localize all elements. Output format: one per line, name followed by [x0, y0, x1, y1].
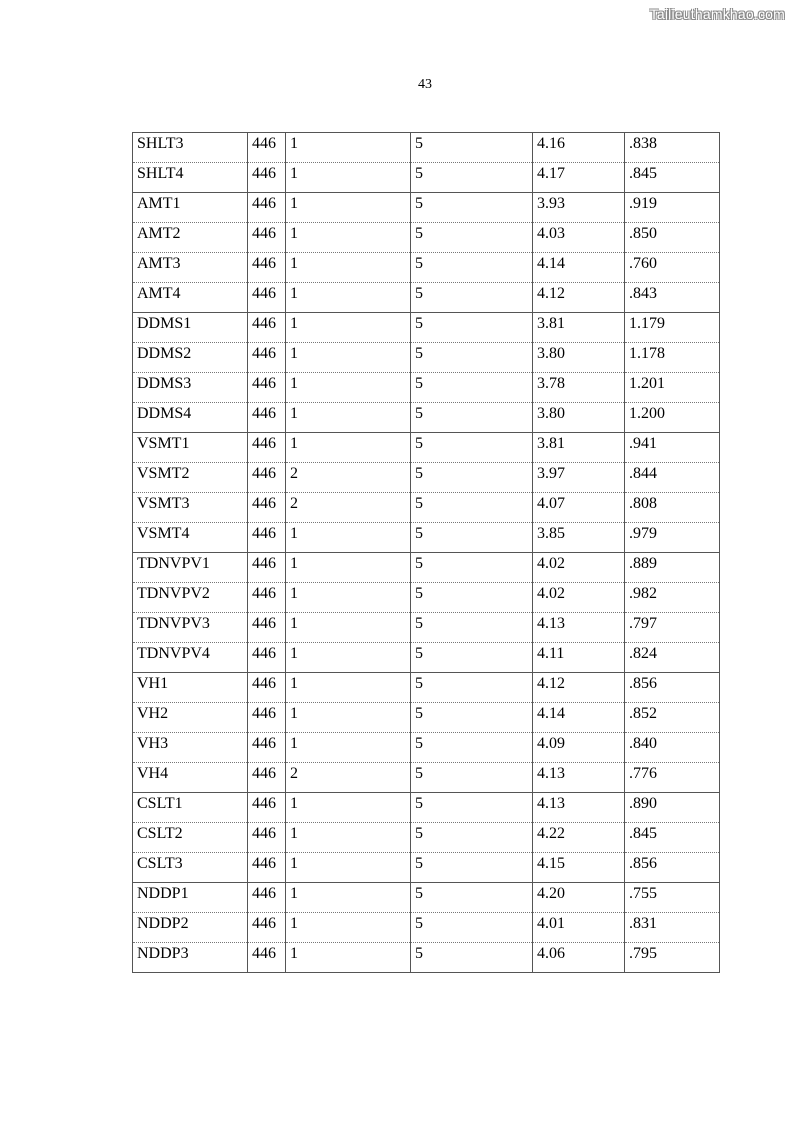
mean-cell: 4.14: [533, 703, 625, 733]
minimum-cell: 1: [286, 643, 411, 673]
n-cell: 446: [248, 823, 286, 853]
std-deviation-cell: 1.178: [625, 343, 720, 373]
variable-cell: VSMT4: [133, 523, 248, 553]
variable-cell: VH2: [133, 703, 248, 733]
table-row: [133, 313, 720, 343]
std-deviation-cell: .856: [625, 673, 720, 703]
n-cell: 446: [248, 283, 286, 313]
minimum-cell: 1: [286, 823, 411, 853]
variable-cell: DDMS4: [133, 403, 248, 433]
std-deviation-cell: .890: [625, 793, 720, 823]
n-cell: 446: [248, 253, 286, 283]
table-row: [133, 763, 720, 793]
mean-cell: 4.01: [533, 913, 625, 943]
n-cell: 446: [248, 943, 286, 973]
std-deviation-cell: 1.200: [625, 403, 720, 433]
n-cell: 446: [248, 163, 286, 193]
minimum-cell: 1: [286, 193, 411, 223]
variable-cell: NDDP3: [133, 943, 248, 973]
mean-cell: 4.16: [533, 133, 625, 163]
table-body: [133, 133, 720, 973]
std-deviation-cell: .776: [625, 763, 720, 793]
minimum-cell: 1: [286, 613, 411, 643]
variable-cell: SHLT3: [133, 133, 248, 163]
maximum-cell: 5: [411, 193, 533, 223]
variable-cell: AMT1: [133, 193, 248, 223]
table-row: [133, 403, 720, 433]
minimum-cell: 1: [286, 343, 411, 373]
variable-cell: NDDP2: [133, 913, 248, 943]
variable-cell: NDDP1: [133, 883, 248, 913]
n-cell: 446: [248, 373, 286, 403]
maximum-cell: 5: [411, 523, 533, 553]
mean-cell: 4.13: [533, 613, 625, 643]
table-row: [133, 733, 720, 763]
minimum-cell: 1: [286, 283, 411, 313]
maximum-cell: 5: [411, 283, 533, 313]
std-deviation-cell: .843: [625, 283, 720, 313]
n-cell: 446: [248, 643, 286, 673]
n-cell: 446: [248, 133, 286, 163]
mean-cell: 4.02: [533, 553, 625, 583]
std-deviation-cell: .889: [625, 553, 720, 583]
page-number: 43: [418, 77, 432, 92]
maximum-cell: 5: [411, 343, 533, 373]
mean-cell: 4.12: [533, 283, 625, 313]
minimum-cell: 1: [286, 853, 411, 883]
descriptive-statistics-table: [132, 132, 720, 973]
mean-cell: 4.15: [533, 853, 625, 883]
variable-cell: AMT3: [133, 253, 248, 283]
maximum-cell: 5: [411, 463, 533, 493]
table-row: [133, 193, 720, 223]
maximum-cell: 5: [411, 733, 533, 763]
maximum-cell: 5: [411, 853, 533, 883]
maximum-cell: 5: [411, 793, 533, 823]
mean-cell: 4.22: [533, 823, 625, 853]
minimum-cell: 1: [286, 313, 411, 343]
n-cell: 446: [248, 613, 286, 643]
n-cell: 446: [248, 883, 286, 913]
minimum-cell: 1: [286, 913, 411, 943]
table-row: [133, 163, 720, 193]
variable-cell: DDMS2: [133, 343, 248, 373]
maximum-cell: 5: [411, 613, 533, 643]
mean-cell: 4.07: [533, 493, 625, 523]
variable-cell: AMT4: [133, 283, 248, 313]
n-cell: 446: [248, 403, 286, 433]
variable-cell: DDMS3: [133, 373, 248, 403]
table-row: [133, 133, 720, 163]
maximum-cell: 5: [411, 883, 533, 913]
variable-cell: VH3: [133, 733, 248, 763]
maximum-cell: 5: [411, 493, 533, 523]
variable-cell: TDNVPV4: [133, 643, 248, 673]
variable-cell: TDNVPV2: [133, 583, 248, 613]
minimum-cell: 2: [286, 463, 411, 493]
variable-cell: DDMS1: [133, 313, 248, 343]
maximum-cell: 5: [411, 223, 533, 253]
maximum-cell: 5: [411, 643, 533, 673]
maximum-cell: 5: [411, 763, 533, 793]
minimum-cell: 1: [286, 223, 411, 253]
minimum-cell: 1: [286, 403, 411, 433]
std-deviation-cell: 1.179: [625, 313, 720, 343]
minimum-cell: 1: [286, 883, 411, 913]
minimum-cell: 1: [286, 703, 411, 733]
std-deviation-cell: .850: [625, 223, 720, 253]
variable-cell: VSMT2: [133, 463, 248, 493]
mean-cell: 4.20: [533, 883, 625, 913]
std-deviation-cell: .844: [625, 463, 720, 493]
n-cell: 446: [248, 223, 286, 253]
maximum-cell: 5: [411, 823, 533, 853]
mean-cell: 4.14: [533, 253, 625, 283]
n-cell: 446: [248, 433, 286, 463]
mean-cell: 3.81: [533, 433, 625, 463]
mean-cell: 3.97: [533, 463, 625, 493]
maximum-cell: 5: [411, 703, 533, 733]
variable-cell: SHLT4: [133, 163, 248, 193]
variable-cell: VH4: [133, 763, 248, 793]
mean-cell: 3.85: [533, 523, 625, 553]
mean-cell: 4.06: [533, 943, 625, 973]
table-row: [133, 583, 720, 613]
variable-cell: CSLT2: [133, 823, 248, 853]
mean-cell: 4.17: [533, 163, 625, 193]
maximum-cell: 5: [411, 253, 533, 283]
std-deviation-cell: 1.201: [625, 373, 720, 403]
mean-cell: 4.13: [533, 763, 625, 793]
n-cell: 446: [248, 523, 286, 553]
maximum-cell: 5: [411, 433, 533, 463]
n-cell: 446: [248, 703, 286, 733]
n-cell: 446: [248, 553, 286, 583]
table-row: [133, 373, 720, 403]
std-deviation-cell: .755: [625, 883, 720, 913]
table-row: [133, 883, 720, 913]
maximum-cell: 5: [411, 403, 533, 433]
minimum-cell: 1: [286, 433, 411, 463]
maximum-cell: 5: [411, 163, 533, 193]
std-deviation-cell: .795: [625, 943, 720, 973]
minimum-cell: 1: [286, 163, 411, 193]
n-cell: 446: [248, 493, 286, 523]
table-row: [133, 643, 720, 673]
table-row: [133, 343, 720, 373]
minimum-cell: 1: [286, 583, 411, 613]
minimum-cell: 1: [286, 793, 411, 823]
std-deviation-cell: .760: [625, 253, 720, 283]
table-row: [133, 943, 720, 973]
maximum-cell: 5: [411, 673, 533, 703]
variable-cell: CSLT3: [133, 853, 248, 883]
variable-cell: TDNVPV1: [133, 553, 248, 583]
mean-cell: 4.03: [533, 223, 625, 253]
mean-cell: 3.93: [533, 193, 625, 223]
n-cell: 446: [248, 763, 286, 793]
table-row: [133, 493, 720, 523]
table-row: [133, 223, 720, 253]
variable-cell: VSMT3: [133, 493, 248, 523]
std-deviation-cell: .831: [625, 913, 720, 943]
table-row: [133, 613, 720, 643]
table-row: [133, 823, 720, 853]
watermark-text: Tailieuthamkhao.com: [649, 6, 785, 22]
mean-cell: 4.09: [533, 733, 625, 763]
mean-cell: 4.11: [533, 643, 625, 673]
minimum-cell: 2: [286, 493, 411, 523]
variable-cell: VH1: [133, 673, 248, 703]
minimum-cell: 1: [286, 673, 411, 703]
n-cell: 446: [248, 313, 286, 343]
mean-cell: 4.12: [533, 673, 625, 703]
std-deviation-cell: .919: [625, 193, 720, 223]
mean-cell: 3.81: [533, 313, 625, 343]
minimum-cell: 2: [286, 763, 411, 793]
mean-cell: 4.02: [533, 583, 625, 613]
std-deviation-cell: .797: [625, 613, 720, 643]
maximum-cell: 5: [411, 553, 533, 583]
std-deviation-cell: .838: [625, 133, 720, 163]
table-row: [133, 853, 720, 883]
table-row: [133, 523, 720, 553]
mean-cell: 3.78: [533, 373, 625, 403]
std-deviation-cell: .845: [625, 163, 720, 193]
mean-cell: 3.80: [533, 403, 625, 433]
maximum-cell: 5: [411, 313, 533, 343]
table-row: [133, 793, 720, 823]
maximum-cell: 5: [411, 583, 533, 613]
mean-cell: 3.80: [533, 343, 625, 373]
std-deviation-cell: .845: [625, 823, 720, 853]
table-row: [133, 673, 720, 703]
variable-cell: TDNVPV3: [133, 613, 248, 643]
n-cell: 446: [248, 733, 286, 763]
std-deviation-cell: .808: [625, 493, 720, 523]
table-row: [133, 703, 720, 733]
std-deviation-cell: .856: [625, 853, 720, 883]
table-row: [133, 253, 720, 283]
variable-cell: CSLT1: [133, 793, 248, 823]
n-cell: 446: [248, 463, 286, 493]
mean-cell: 4.13: [533, 793, 625, 823]
table-row: [133, 913, 720, 943]
n-cell: 446: [248, 913, 286, 943]
n-cell: 446: [248, 343, 286, 373]
n-cell: 446: [248, 853, 286, 883]
minimum-cell: 1: [286, 553, 411, 583]
std-deviation-cell: .852: [625, 703, 720, 733]
maximum-cell: 5: [411, 133, 533, 163]
table-row: [133, 463, 720, 493]
variable-cell: VSMT1: [133, 433, 248, 463]
std-deviation-cell: .982: [625, 583, 720, 613]
minimum-cell: 1: [286, 373, 411, 403]
std-deviation-cell: .941: [625, 433, 720, 463]
minimum-cell: 1: [286, 733, 411, 763]
std-deviation-cell: .840: [625, 733, 720, 763]
n-cell: 446: [248, 583, 286, 613]
maximum-cell: 5: [411, 373, 533, 403]
table-row: [133, 433, 720, 463]
maximum-cell: 5: [411, 943, 533, 973]
n-cell: 446: [248, 193, 286, 223]
n-cell: 446: [248, 793, 286, 823]
minimum-cell: 1: [286, 253, 411, 283]
maximum-cell: 5: [411, 913, 533, 943]
variable-cell: AMT2: [133, 223, 248, 253]
std-deviation-cell: .979: [625, 523, 720, 553]
minimum-cell: 1: [286, 523, 411, 553]
table-row: [133, 553, 720, 583]
table-row: [133, 283, 720, 313]
minimum-cell: 1: [286, 133, 411, 163]
minimum-cell: 1: [286, 943, 411, 973]
std-deviation-cell: .824: [625, 643, 720, 673]
n-cell: 446: [248, 673, 286, 703]
